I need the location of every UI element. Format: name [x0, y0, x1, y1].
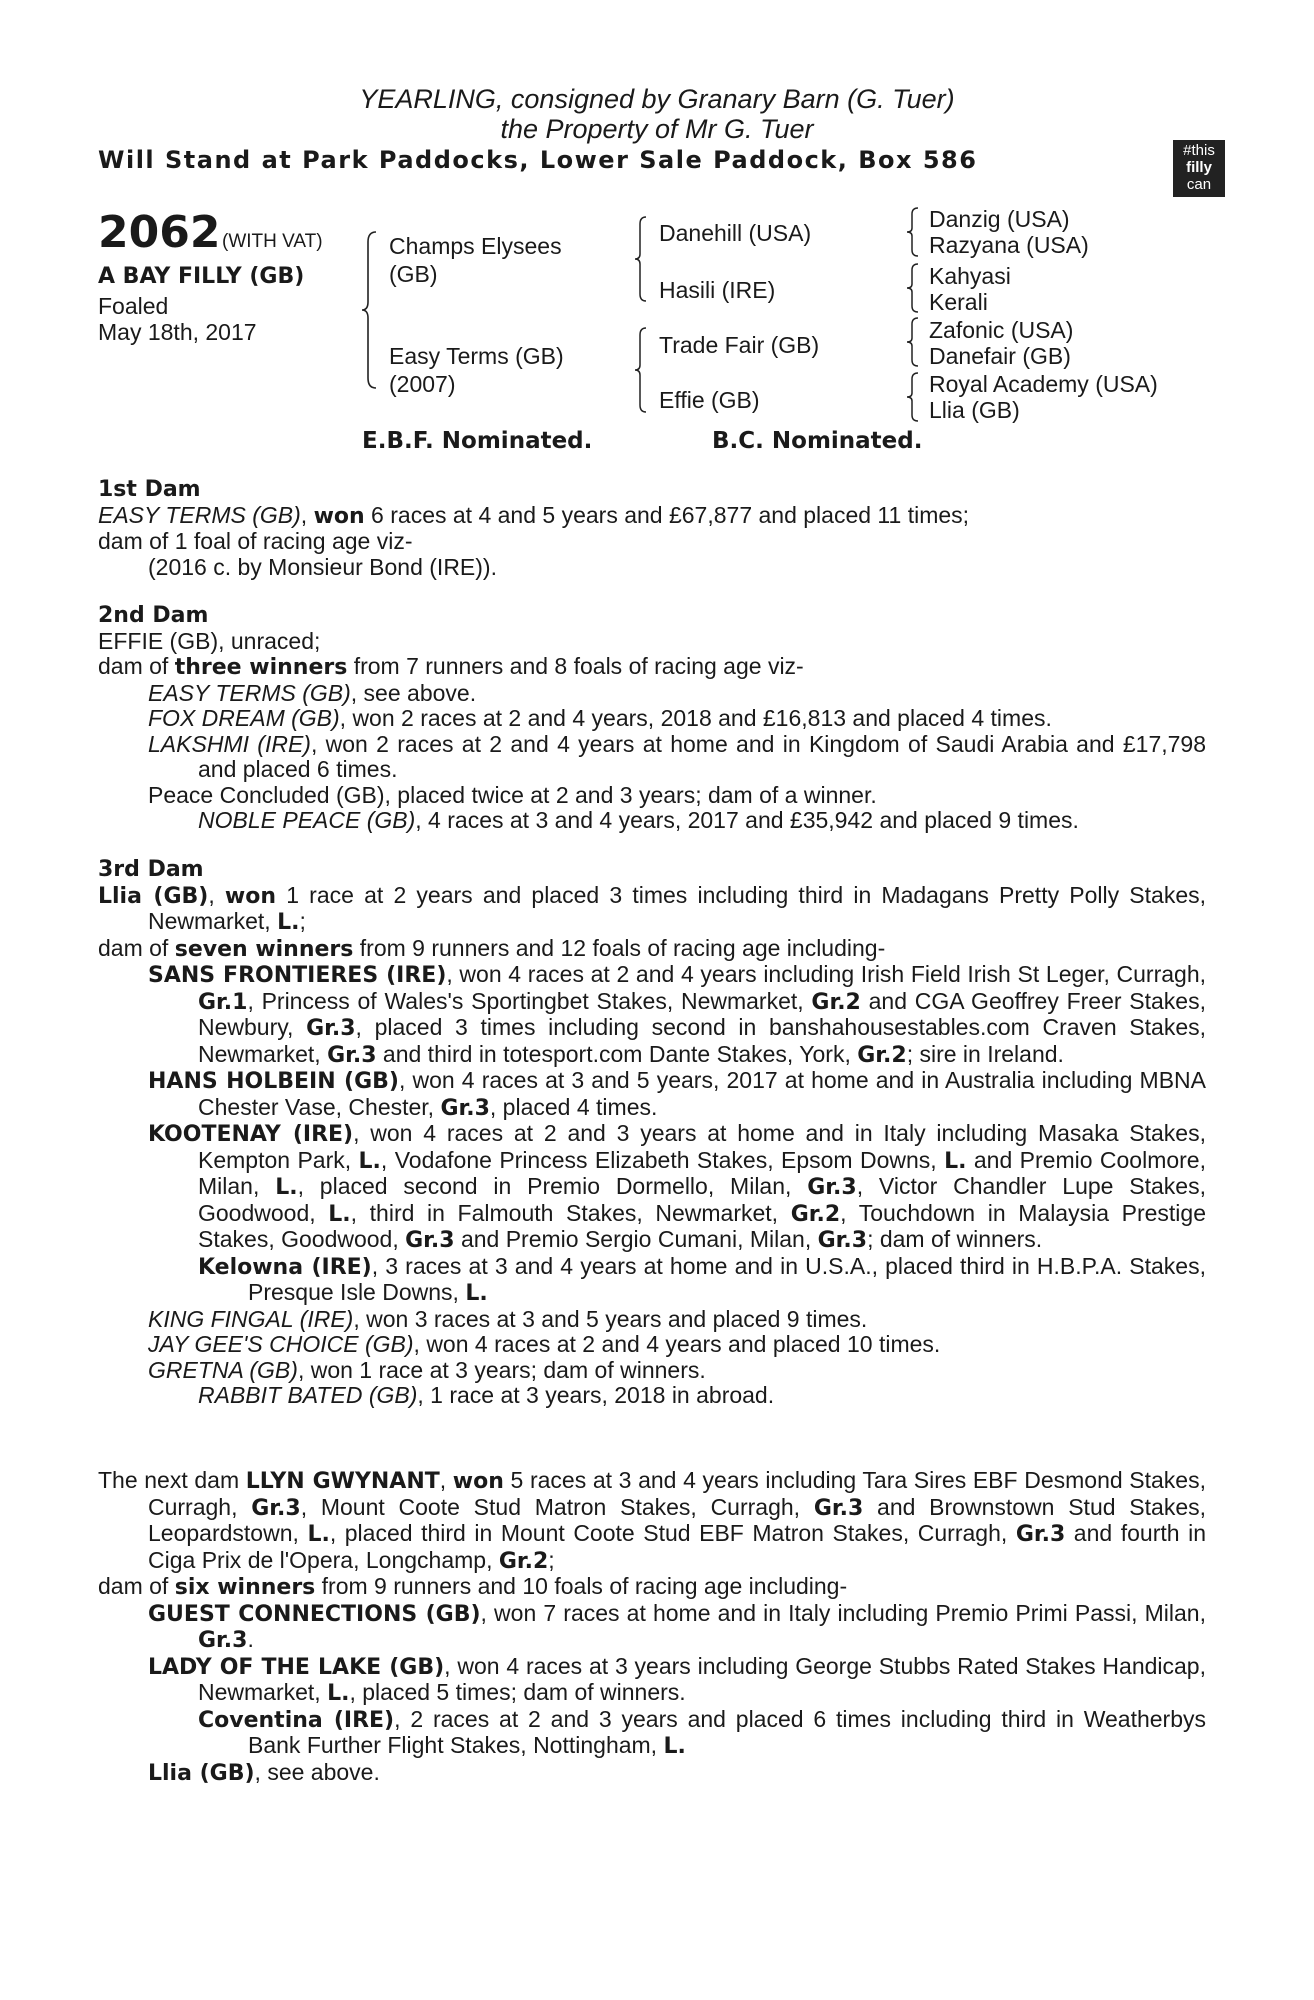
grade-label: L. [328, 1201, 351, 1227]
grade-label: L. [277, 910, 300, 935]
horse-name: Llia (GB) [98, 883, 209, 909]
text: ; [548, 1546, 555, 1573]
foaled-date: May 18th, 2017 [98, 319, 257, 345]
winners-count: three winners [174, 655, 348, 680]
lot-number: 2062 [98, 207, 221, 258]
winners-count: seven winners [174, 936, 354, 962]
badge-line: filly [1186, 159, 1212, 176]
next-dam-section [98, 1468, 1206, 1786]
text: and CGA Geoffrey Freer Stakes, Newbury, [198, 987, 1206, 1040]
produce-summary [98, 1574, 1206, 1601]
won-label: won [224, 883, 277, 909]
text: , 4 races at 3 and 4 years, 2017 and £35,942 and placed 9 times. [415, 807, 1079, 833]
horse-name: HANS HOLBEIN (GB) [148, 1069, 399, 1094]
text: dam of [98, 653, 175, 679]
text: and fourth in Ciga Prix de l'Opera, Longchamp, [148, 1520, 1206, 1573]
sire-country: (GB) [389, 261, 438, 287]
pedigree-brace [633, 214, 649, 309]
horse-name: KING FINGAL (IRE) [148, 1305, 354, 1332]
grade-label: Gr.3 [813, 1495, 864, 1521]
grandsire: Danehill (USA) [659, 220, 812, 246]
grade-label: Gr.3 [807, 1175, 857, 1200]
pedigree-brace [905, 371, 921, 428]
produce-item [98, 732, 1206, 783]
produce-item: Peace Concluded (GB), placed twice at 2 and 3 years; dam of a winner. [148, 781, 877, 808]
grade-label: Gr.3 [198, 1628, 248, 1653]
badge-line: #this [1183, 142, 1215, 159]
horse-name: LLYN GWYNANT [245, 1469, 440, 1494]
produce-item [98, 706, 1206, 732]
section-heading: 2nd Dam [98, 603, 209, 628]
produce-item [98, 1654, 1206, 1707]
grade-label: Gr.3 [251, 1495, 301, 1521]
property-line: the Property of Mr G. Tuer [500, 114, 814, 144]
horse-name: SANS FRONTIERES (IRE) [148, 963, 447, 988]
horse-name: Llia (GB) [148, 1760, 255, 1786]
grade-label: Gr.3 [1015, 1522, 1066, 1547]
text: , third in Falmouth Stakes, Newmarket, [350, 1199, 791, 1226]
horse-name: A BAY FILLY (GB) [98, 264, 305, 289]
third-dam-section [98, 857, 1206, 1409]
produce-item [98, 962, 1206, 1068]
great-grandparent: Kahyasi [929, 263, 1011, 289]
great-grandparent: Razyana (USA) [929, 232, 1089, 258]
text: , [300, 501, 314, 528]
text: ; sire in Ireland. [906, 1040, 1064, 1067]
text: , placed 3 times including second in banshahousestables.com Craven Stakes, Newmarket, [198, 1014, 1206, 1067]
produce-item [98, 1383, 1206, 1409]
this-filly-can-logo [1173, 140, 1225, 197]
text: 1 race at 2 years and placed 3 times including third in Madagans Pretty Polly Stakes, Newmarket, [148, 881, 1207, 934]
grade-label: L. [358, 1148, 381, 1174]
produce-item [98, 1068, 1206, 1121]
sire-name: Champs Elysees [389, 233, 562, 259]
text: , placed third in Mount Coote Stud EBF Matron Stakes, Curragh, [329, 1520, 1016, 1546]
won-label: won [313, 503, 365, 529]
text: , 3 races at 3 and 4 years at home and in U.S.A., placed third in H.B.P.A. Stakes, Presque Isle Downs, [248, 1252, 1206, 1305]
consignor-line: YEARLING, consigned by Granary Barn (G. Tuer) [359, 84, 955, 114]
produce-item [98, 1332, 1206, 1358]
first-dam-section [98, 477, 1206, 580]
horse-name: GRETNA (GB) [148, 1356, 298, 1383]
text: and Brownstown Stud Stakes, Leopardstown, [148, 1493, 1206, 1546]
winners-count: six winners [174, 1575, 316, 1600]
dam-record [98, 883, 1206, 936]
text: , won 4 races at 3 years including George Stubbs Rated Stakes Handicap, Newmarket, [198, 1652, 1206, 1705]
text: ; dam of winners. [867, 1226, 1043, 1252]
text: , see above. [254, 1758, 380, 1785]
produce-item [98, 808, 1206, 834]
pedigree-brace [905, 316, 921, 373]
text: , Mount Coote Stud Matron Stakes, Curragh, [300, 1493, 814, 1520]
grade-label: Gr.2 [857, 1042, 907, 1068]
text: , Princess of Wales's Sportingbet Stakes, Newmarket, [247, 987, 812, 1014]
text: , won 2 races at 2 and 4 years at home and in Kingdom of Saudi Arabia and £17,798 and placed 6 times. [198, 730, 1206, 782]
text: , won 3 races at 3 and 5 years and placed 9 times. [353, 1305, 868, 1332]
great-grandparent: Zafonic (USA) [929, 317, 1074, 343]
text: , won 4 races at 3 and 5 years, 2017 at home and in Australia including MBNA Chester Vase, Chester, [198, 1067, 1206, 1120]
great-grandparent: Danzig (USA) [929, 206, 1070, 232]
text: , placed second in Premio Dormello, Milan, [297, 1173, 808, 1199]
grandsire: Trade Fair (GB) [659, 332, 820, 358]
text: , Vodafone Princess Elizabeth Stakes, Epsom Downs, [380, 1146, 945, 1173]
great-grandparent: Kerali [929, 289, 988, 315]
text: dam of [98, 1573, 175, 1599]
dam-record [98, 503, 1206, 530]
horse-name: Kelowna (IRE) [198, 1254, 372, 1280]
won-label: won [452, 1469, 504, 1494]
grade-label: L. [275, 1175, 298, 1200]
text: , won 1 race at 3 years; dam of winners. [297, 1356, 706, 1383]
horse-name: LAKSHMI (IRE) [148, 730, 311, 757]
pedigree-brace [360, 228, 380, 398]
text: , won 4 races at 2 and 3 years at home and in Italy including Masaka Stakes, Kempton Park, [198, 1120, 1206, 1173]
text: , Touchdown in Malaysia Prestige Stakes, Goodwood, [198, 1199, 1206, 1252]
horse-name: Coventina (IRE) [198, 1707, 395, 1733]
stand-location: Will Stand at Park Paddocks, Lower Sale Paddock, Box 586 [98, 146, 978, 174]
granddam: Effie (GB) [659, 387, 760, 413]
dam-record: EFFIE (GB), unraced; [98, 627, 321, 654]
grade-label: Gr.1 [198, 989, 248, 1015]
great-grandparent: Royal Academy (USA) [929, 371, 1158, 397]
grade-label: Gr.2 [811, 989, 861, 1015]
dam-record [98, 1468, 1206, 1574]
text: from 9 runners and 10 foals of racing age including- [315, 1573, 848, 1599]
produce-summary [98, 936, 1206, 963]
horse-name: KOOTENAY (IRE) [148, 1122, 354, 1147]
produce-item [98, 1707, 1206, 1760]
horse-name: GUEST CONNECTIONS (GB) [148, 1601, 481, 1627]
text: and Premio Coolmore, Milan, [198, 1146, 1206, 1199]
grade-label: Gr.3 [817, 1228, 868, 1253]
pedigree-brace [905, 262, 921, 319]
text: , won 4 races at 2 and 4 years including Irish Field Irish St Leger, Curragh, [446, 961, 1206, 987]
pedigree-brace [905, 206, 921, 263]
produce-item [98, 1307, 1206, 1333]
horse-name: NOBLE PEACE (GB) [198, 807, 416, 833]
grade-label: Gr.3 [306, 1016, 356, 1041]
dam-year: (2007) [389, 371, 456, 397]
text: , 2 races at 2 and 3 years and placed 6 times including third in Weatherbys Bank Further Flight Stakes, Nottingham, [248, 1705, 1207, 1758]
grade-label: Gr.2 [790, 1201, 841, 1227]
text: , see above. [350, 679, 477, 706]
foaled-label: Foaled [98, 293, 169, 319]
produce-item: (2016 c. by Monsieur Bond (IRE)). [148, 553, 497, 580]
produce-item [98, 1254, 1206, 1307]
text: , [208, 881, 225, 908]
badge-line: can [1186, 176, 1212, 193]
great-grandparent: Llia (GB) [929, 397, 1020, 423]
vat-label: (WITH VAT) [222, 231, 323, 252]
pedigree-brace [633, 325, 649, 420]
produce-item [98, 1358, 1206, 1384]
grade-label: Gr.3 [327, 1042, 377, 1068]
grade-label: Gr.3 [405, 1228, 455, 1253]
grade-label: L. [465, 1281, 488, 1306]
grade-label: Gr.2 [498, 1548, 549, 1574]
produce-item [98, 1601, 1206, 1654]
text: . [247, 1626, 254, 1652]
text: , Victor Chandler Lupe Stakes, Goodwood, [198, 1173, 1206, 1226]
text: , placed 4 times. [489, 1093, 658, 1120]
dam-name: EASY TERMS (GB) [98, 501, 301, 528]
grade-label: L. [663, 1734, 686, 1759]
ebf-nominated: E.B.F. Nominated. [362, 428, 593, 454]
text: and Premio Sergio Cumani, Milan, [454, 1226, 818, 1252]
section-heading: 1st Dam [98, 477, 201, 502]
grade-label: L. [327, 1681, 350, 1706]
text: and third in totesport.com Dante Stakes, York, [376, 1040, 858, 1067]
horse-name: RABBIT BATED (GB) [198, 1382, 418, 1408]
text: The next dam [98, 1467, 246, 1493]
text: from 7 runners and 8 foals of racing age viz- [347, 653, 804, 679]
text: 6 races at 4 and 5 years and £67,877 and placed 11 times; [364, 501, 970, 528]
text: , 1 race at 3 years, 2018 in abroad. [417, 1382, 775, 1408]
horse-name: LADY OF THE LAKE (GB) [148, 1654, 445, 1680]
produce-item [98, 1760, 1206, 1787]
great-grandparent: Danefair (GB) [929, 343, 1071, 369]
bc-nominated: B.C. Nominated. [712, 428, 923, 454]
text: 5 races at 3 and 4 years including Tara Sires EBF Desmond Stakes, Curragh, [148, 1467, 1206, 1520]
section-heading: 3rd Dam [98, 857, 204, 882]
produce-item [98, 681, 1206, 707]
dam-name: Easy Terms (GB) [389, 343, 564, 369]
text: , won 7 races at home and in Italy including Premio Primi Passi, Milan, [480, 1599, 1206, 1626]
horse-name: FOX DREAM (GB) [148, 705, 340, 731]
text: , won 2 races at 2 and 4 years, 2018 and £16,813 and placed 4 times. [339, 705, 1052, 731]
grade-label: L. [307, 1522, 330, 1547]
second-dam-section [98, 603, 1206, 834]
text: , [439, 1467, 453, 1493]
produce-item [98, 1121, 1206, 1254]
grade-label: L. [944, 1148, 967, 1174]
text: , placed 5 times; dam of winners. [349, 1679, 686, 1705]
text: from 9 runners and 12 foals of racing age including- [353, 934, 886, 961]
produce-summary: dam of 1 foal of racing age viz- [98, 528, 413, 554]
text: dam of [98, 934, 175, 961]
produce-summary [98, 654, 1206, 681]
grade-label: Gr.3 [440, 1095, 490, 1121]
text: , won 4 races at 2 and 4 years and placed 10 times. [413, 1331, 941, 1357]
text: ; [299, 908, 306, 934]
granddam: Hasili (IRE) [659, 277, 776, 303]
horse-name: EASY TERMS (GB) [148, 679, 351, 706]
horse-name: JAY GEE'S CHOICE (GB) [148, 1331, 414, 1357]
